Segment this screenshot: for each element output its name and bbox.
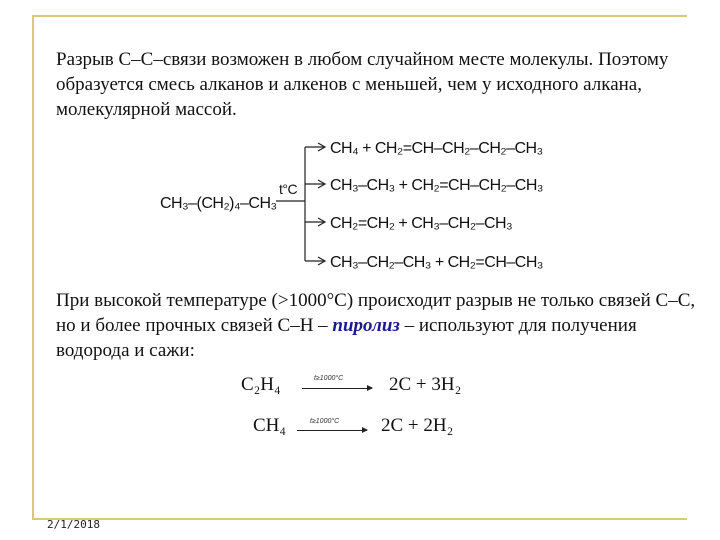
eq1-condition: t≥1000°C — [314, 375, 344, 382]
eq1-right: 2C + 3H₂ — [389, 374, 462, 395]
pyrolysis-text-before: При высокой температуре (>1000°С) происходит разрыв не только связей С–С, но и более прочных связей С–Н – — [56, 290, 696, 336]
product-line-2: CH₃–CH₃ + CH₂=CH–CH₂–CH₃ — [330, 177, 543, 194]
pyrolysis-keyword: пиролиз — [332, 315, 400, 336]
pyrolysis-text-after: – используют для получения водорода и сажи: — [56, 315, 637, 361]
eq1-left: C₂H₄ — [241, 374, 281, 395]
slide-date: 2/1/2018 — [47, 518, 100, 531]
reactant-formula: CH₃–(CH₂)₄–CH₃ — [160, 195, 277, 212]
intro-paragraph — [56, 47, 696, 122]
intro-sentence-2: Поэтому образуется смесь алканов и алкенов с меньшей, чем у исходного алкана, молекулярной массой. — [56, 49, 669, 120]
product-line-4: CH₃–CH₂–CH₃ + CH₂=CH–CH₃ — [330, 254, 543, 271]
eq2-arrow — [297, 430, 367, 431]
cracking-scheme — [0, 140, 720, 280]
eq2-right: 2C + 2H₂ — [381, 415, 454, 436]
eq1-arrow — [302, 388, 372, 389]
eq2-left: CH₄ — [253, 415, 287, 436]
pyrolysis-paragraph — [56, 288, 696, 363]
eq2-condition: t≥1000°C — [310, 418, 340, 425]
slide-frame-bottom — [32, 518, 687, 520]
condition-label: t°C — [279, 181, 298, 197]
product-line-3: CH₂=CH₂ + CH₃–CH₂–CH₃ — [330, 215, 513, 232]
slide-frame-top — [32, 15, 687, 17]
product-line-1: CH₄ + CH₂=CH–CH₂–CH₂–CH₃ — [330, 140, 543, 157]
intro-sentence-1: Разрыв С–С–связи возможен в любом случайном месте молекулы. — [56, 49, 594, 70]
